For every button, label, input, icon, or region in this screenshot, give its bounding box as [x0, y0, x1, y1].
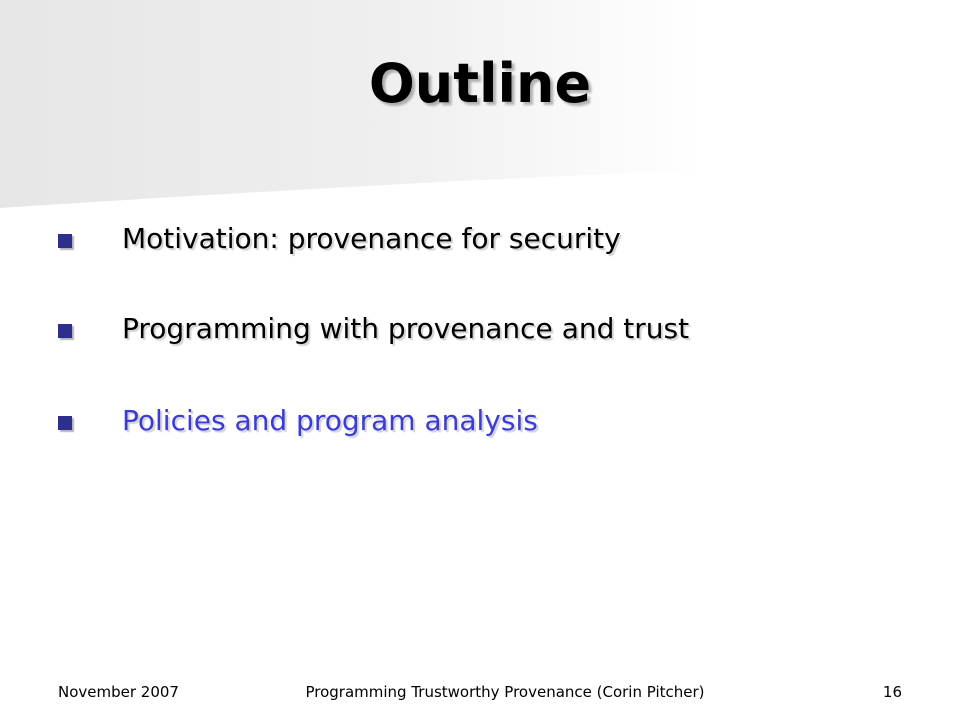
square-bullet-icon — [58, 416, 72, 430]
footer-page-number: 16 — [882, 683, 902, 701]
square-bullet-icon — [58, 234, 72, 248]
square-bullet-icon — [58, 324, 72, 338]
bullet-item — [58, 222, 938, 266]
bullet-text: Programming with provenance and trust — [122, 312, 690, 345]
bullet-text-highlighted: Policies and program analysis — [122, 404, 538, 437]
footer-presentation-title: Programming Trustworthy Provenance (Corin Pitcher) — [305, 683, 705, 701]
bullet-text: Motivation: provenance for security — [122, 222, 621, 255]
bullet-item-highlighted — [58, 404, 938, 448]
bullet-item — [58, 312, 938, 356]
slide-title: Outline — [368, 52, 592, 115]
footer-date: November 2007 — [58, 683, 179, 701]
